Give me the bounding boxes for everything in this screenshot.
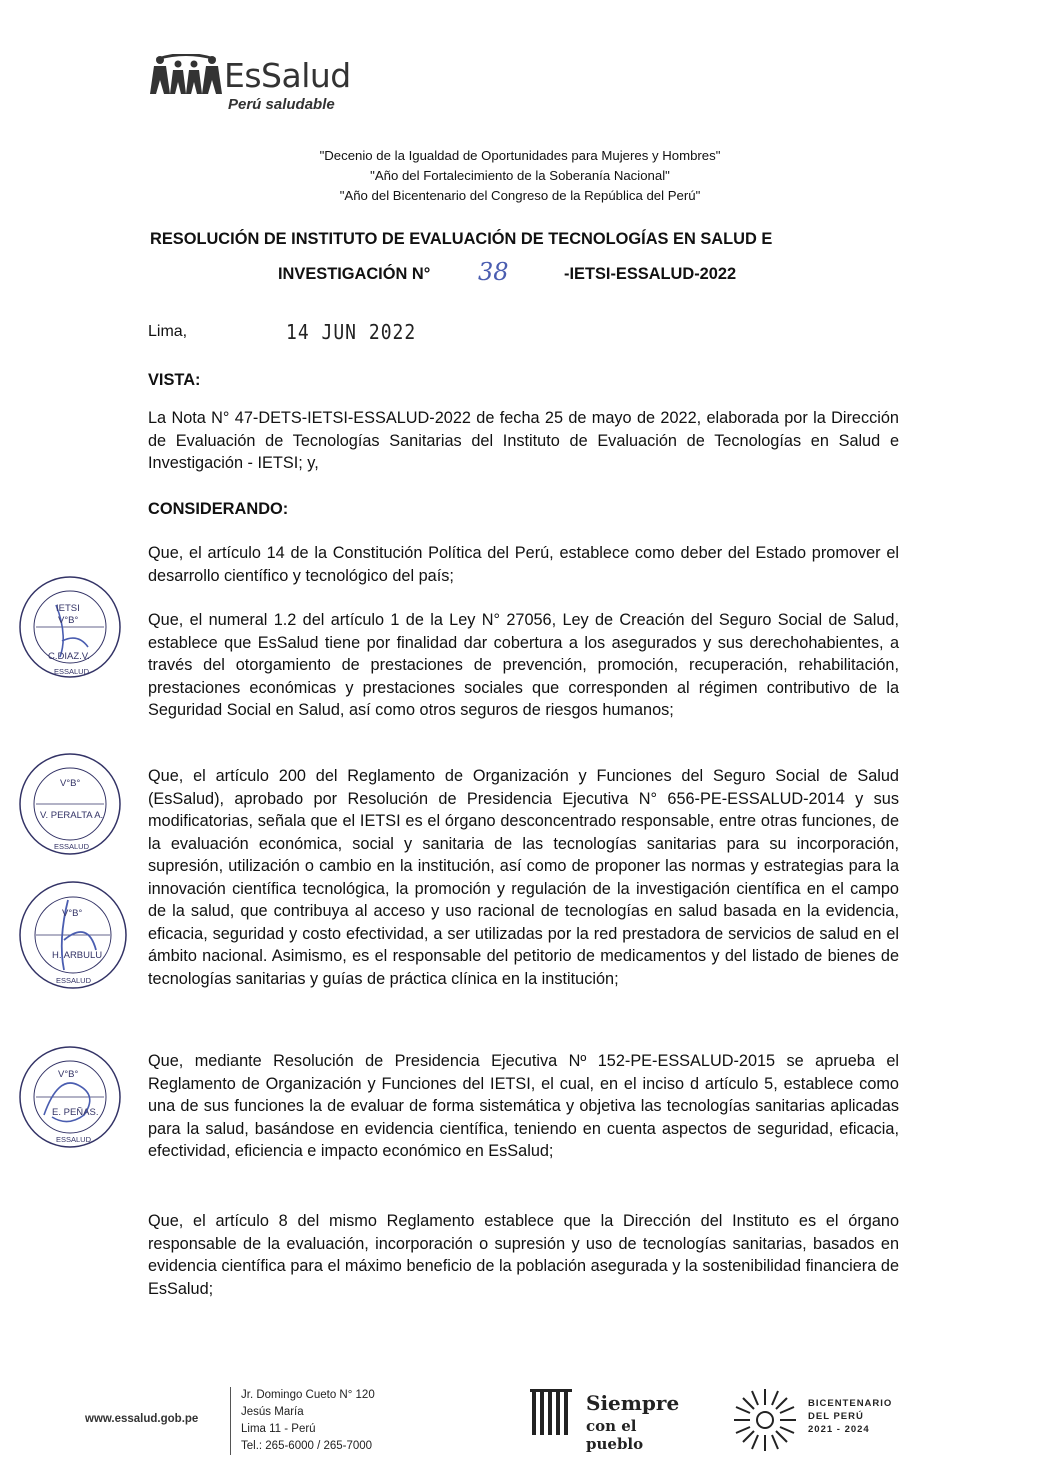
address-line: Tel.: 265-6000 / 265-7000 [241,1440,373,1452]
slogan-siempre: Siempre [586,1391,680,1415]
essalud-logo [150,48,390,118]
considerando-paragraph: Que, el artículo 200 del Reglamento de Organización y Funciones del Seguro Social de Salud (EsSalud), aprobado por Resolución de Presidencia Ejecutiva N° 656-PE-ESSALUD-2014 y sus modificatorias, señala que el IETSI es el órgano desconcentrado responsable, entre otras funciones, de la evaluación económica, social y sanitaria de las tecnologías sanitarias para su incorporación, supresión, utilización o cambio en la institución, así como de proponer las normas y estrategias para la innovación científica tecnológica, la promoción y regulación de la investigación científica en el campo de la salud, que contribuya al acceso y uso racional de tecnologías en salud basada en la evidencia, eficacia, seguridad y costo efectividad, a ser utilizadas por la red prestadora de servicios de salud en el ámbito nacional. Asimismo, es el responsable del petitorio de medicamentos y del listado de bienes de tecnologías sanitarias y guías de práctica clínica en la institución; [148,767,899,988]
date-stamp: 14 JUN 2022 [286,320,417,345]
resolution-title-line1: RESOLUCIÓN DE INSTITUTO DE EVALUACIÓN DE TECNOLOGÍAS EN SALUD E [150,230,773,248]
vista-heading: VISTA: [148,371,201,389]
seal-icon [18,880,128,990]
logo-tagline: Perú saludable [228,96,335,113]
seal-name: V. PERALTA A. [40,810,104,821]
seal-bottom: ESSALUD [56,976,92,985]
website-link[interactable]: www.essalud.gob.pe [85,1413,199,1425]
year-line: "Decenio de la Igualdad de Oportunidades para Mujeres y Hombres" [319,148,721,163]
seal-name: C.DIAZ.V. [48,651,90,662]
bicentenario-logo [730,1385,920,1455]
considerando-paragraph: Que, el artículo 14 de la Constitución Política del Perú, establece como deber del Estado promover el desarrollo científico y tecnológico del país; [148,544,899,585]
footer-divider [230,1387,231,1455]
considerando-paragraph: Que, el numeral 1.2 del artículo 1 de la Ley N° 27056, Ley de Creación del Seguro Social de Salud, establece que EsSalud tiene por finalidad dar cobertura a los asegurados y sus derechohabientes, a través del otorgamiento de prestaciones de prevención, promoción, recuperación, rehabilitación, prestaciones económicas y prestaciones sociales que corresponden al régimen contributivo de la Seguridad Social en Salud, así como otros seguros de riesgos humanos; [148,611,899,719]
columns-icon [530,1387,580,1439]
seal-mid: V°B° [58,1069,79,1080]
seal-bottom: ESSALUD [56,1135,92,1144]
year-denominations [150,146,890,206]
bicentenario-line: DEL PERÚ [808,1411,864,1422]
seal-top: IETSI [56,603,80,614]
place-label: Lima, [148,323,188,340]
seal-icon [18,752,122,856]
considerando-heading: CONSIDERANDO: [148,500,289,518]
year-line: "Año del Bicentenario del Congreso de la República del Perú" [339,188,701,203]
resolution-title-suffix: -IETSI-ESSALUD-2022 [564,265,737,283]
seal-mid: V°B° [60,778,81,789]
seal-name: H. ARBULU [52,950,103,961]
approval-seal [18,752,122,861]
page-footer [0,1385,1058,1465]
bicentenario-sun-icon [730,1385,800,1455]
seal-mid: V°B° [58,615,79,626]
considerando-paragraph: Que, el artículo 8 del mismo Reglamento establece que la Dirección del Instituto es el órgano responsable de la evaluación, incorporación o supresión y uso de tecnologías sanitarias, basados en evidencia científica para el máximo beneficio de la población asegurada y la sostenibilidad financiera de EsSalud; [148,1212,899,1298]
family-icon [150,54,222,98]
seal-bottom: ESSALUD [54,842,90,851]
seal-icon [18,1045,122,1149]
approval-seal [18,1045,122,1154]
considerando-paragraph: Que, mediante Resolución de Presidencia Ejecutiva Nº 152-PE-ESSALUD-2015 se aprueba el Reglamento de Organización y Funciones del IETSI, el cual, en el inciso d artículo 5, establece como una de sus funciones la de evaluar de forma sistemática y objetiva las tecnologías sanitarias aplicadas para la salud, basándose en evidencia científica, teniendo en cuenta aspectos de seguridad, eficacia, efectividad, eficiencia e impacto económico en EsSalud; [148,1052,899,1160]
bicentenario-line: 2021 - 2024 [808,1424,870,1435]
siempre-con-el-pueblo-logo [530,1387,690,1453]
footer-address [241,1387,375,1455]
bicentenario-text [808,1397,892,1436]
seal-icon [18,575,122,679]
resolution-title-prefix: INVESTIGACIÓN N° [278,265,431,283]
address-line: Lima 11 - Perú [241,1423,316,1435]
logo-brand: EsSalud [224,56,351,95]
slogan-pueblo: con el pueblo [586,1417,644,1453]
address-line: Jesús María [241,1406,304,1418]
resolution-number-handwritten: 38 [478,258,509,286]
vista-paragraph: La Nota N° 47-DETS-IETSI-ESSALUD-2022 de fecha 25 de mayo de 2022, elaborada por la Dirección de Evaluación de Tecnologías Sanitarias del Instituto de Evaluación de Tecnologías en Salud e Investigación - IETSI; y, [148,409,899,472]
address-line: Jr. Domingo Cueto N° 120 [241,1389,375,1401]
approval-seal [18,880,128,995]
seal-name: E. PEÑAS. [52,1107,99,1118]
approval-seal [18,575,122,684]
seal-mid: V°B° [62,908,83,919]
bicentenario-line: BICENTENARIO [808,1398,893,1409]
year-line: "Año del Fortalecimiento de la Soberanía Nacional" [370,168,670,183]
seal-bottom: ESSALUD [54,667,90,676]
